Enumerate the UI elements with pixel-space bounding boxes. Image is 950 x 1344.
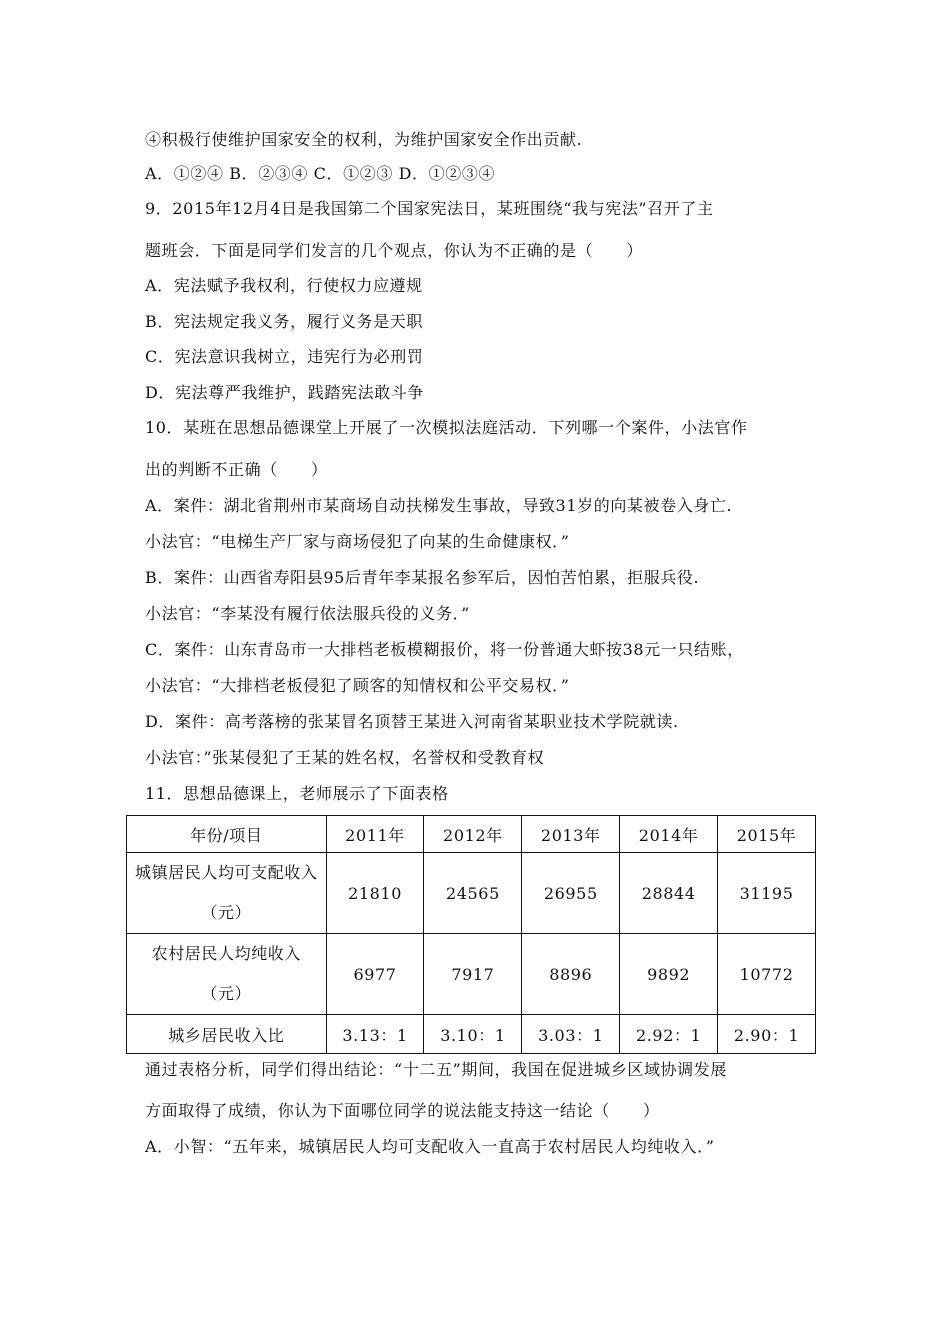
text-line: D．案件：高考落榜的张某冒名顶替王某进入河南省某职业技术学院就读. xyxy=(145,712,679,731)
text-line: 10．某班在思想品德课堂上开展了一次模拟法庭活动．下列哪一个案件，小法官作 xyxy=(145,418,748,437)
table-cell: 21810 xyxy=(326,853,424,934)
text-line: A．①②④ B．②③④ C．①②③ D．①②③④ xyxy=(145,164,496,183)
text-line: C．案件：山东青岛市一大排档老板模糊报价，将一份普通大虾按38元一只结账， xyxy=(145,640,744,659)
table-cell: 8896 xyxy=(522,934,620,1015)
table-cell: 24565 xyxy=(424,853,522,934)
text-line: A．案件：湖北省荆州市某商场自动扶梯发生事故，导致31岁的向某被卷入身亡. xyxy=(145,496,733,515)
text-line: 小法官：“大排档老板侵犯了顾客的知情权和公平交易权．” xyxy=(145,676,570,695)
table-cell: 3.03：1 xyxy=(522,1015,620,1054)
text-line: D．宪法尊严我维护，践踏宪法敢斗争 xyxy=(145,383,425,402)
text-line: 小法官：”张某侵犯了王某的姓名权，名誉权和受教育权 xyxy=(145,748,545,767)
text-line: 11．思想品德课上，老师展示了下面表格 xyxy=(145,784,449,803)
table-header-cell: 2012年 xyxy=(424,816,522,853)
table-cell: 3.10：1 xyxy=(424,1015,522,1054)
row-label: 城镇居民人均可支配收入（元） xyxy=(134,863,318,922)
row-label-cell xyxy=(127,853,327,934)
table-cell: 26955 xyxy=(522,853,620,934)
text-line: A．宪法赋予我权利，行使权力应遵规 xyxy=(145,276,423,295)
text-line: 方面取得了成绩，你认为下面哪位同学的说法能支持这一结论（ ） xyxy=(145,1101,660,1120)
text-line: B．宪法规定我义务，履行义务是天职 xyxy=(145,312,423,331)
text-line: B．案件：山西省寿阳县95后青年李某报名参军后，因怕苦怕累，拒服兵役. xyxy=(145,568,700,587)
row-label-cell xyxy=(127,934,327,1015)
table-row xyxy=(127,1015,816,1054)
table-cell: 28844 xyxy=(620,853,718,934)
table-header-cell: 2013年 xyxy=(522,816,620,853)
text-line: 出的判断不正确（ ） xyxy=(145,460,328,479)
table-header-cell: 年份/项目 xyxy=(127,816,327,853)
text-line: ④积极行使维护国家安全的权利，为维护国家安全作出贡献. xyxy=(145,130,583,149)
income-table xyxy=(126,815,816,1054)
table-cell: 2.92：1 xyxy=(620,1015,718,1054)
table-row xyxy=(127,934,816,1015)
table-header-row xyxy=(127,816,816,853)
table-cell: 3.13：1 xyxy=(326,1015,424,1054)
text-line: 题班会．下面是同学们发言的几个观点，你认为不正确的是（ ） xyxy=(145,241,644,260)
table-header-cell: 2015年 xyxy=(718,816,816,853)
table-cell: 2.90：1 xyxy=(718,1015,816,1054)
table-header-cell: 2014年 xyxy=(620,816,718,853)
row-label: 农村居民人均纯收入（元） xyxy=(151,944,301,1003)
table-cell: 31195 xyxy=(718,853,816,934)
table-row xyxy=(127,853,816,934)
text-line: 小法官：“李某没有履行依法服兵役的义务．” xyxy=(145,604,470,623)
table-cell: 7917 xyxy=(424,934,522,1015)
table-cell: 9892 xyxy=(620,934,718,1015)
table-cell: 10772 xyxy=(718,934,816,1015)
table-cell: 6977 xyxy=(326,934,424,1015)
text-line: 小法官：“电梯生产厂家与商场侵犯了向某的生命健康权．” xyxy=(145,532,570,551)
text-line: 9．2015年12月4日是我国第二个国家宪法日，某班围绕“我与宪法”召开了主 xyxy=(145,199,714,218)
row-label-cell: 城乡居民收入比 xyxy=(127,1015,327,1054)
table-header-cell: 2011年 xyxy=(326,816,424,853)
text-line: A．小智：“五年来，城镇居民人均可支配收入一直高于农村居民人均纯收入．” xyxy=(145,1137,715,1156)
text-line: 通过表格分析，同学们得出结论：“十二五”期间，我国在促进城乡区域协调发展 xyxy=(145,1060,727,1079)
text-line: C．宪法意识我树立，违宪行为必刑罚 xyxy=(145,347,424,366)
